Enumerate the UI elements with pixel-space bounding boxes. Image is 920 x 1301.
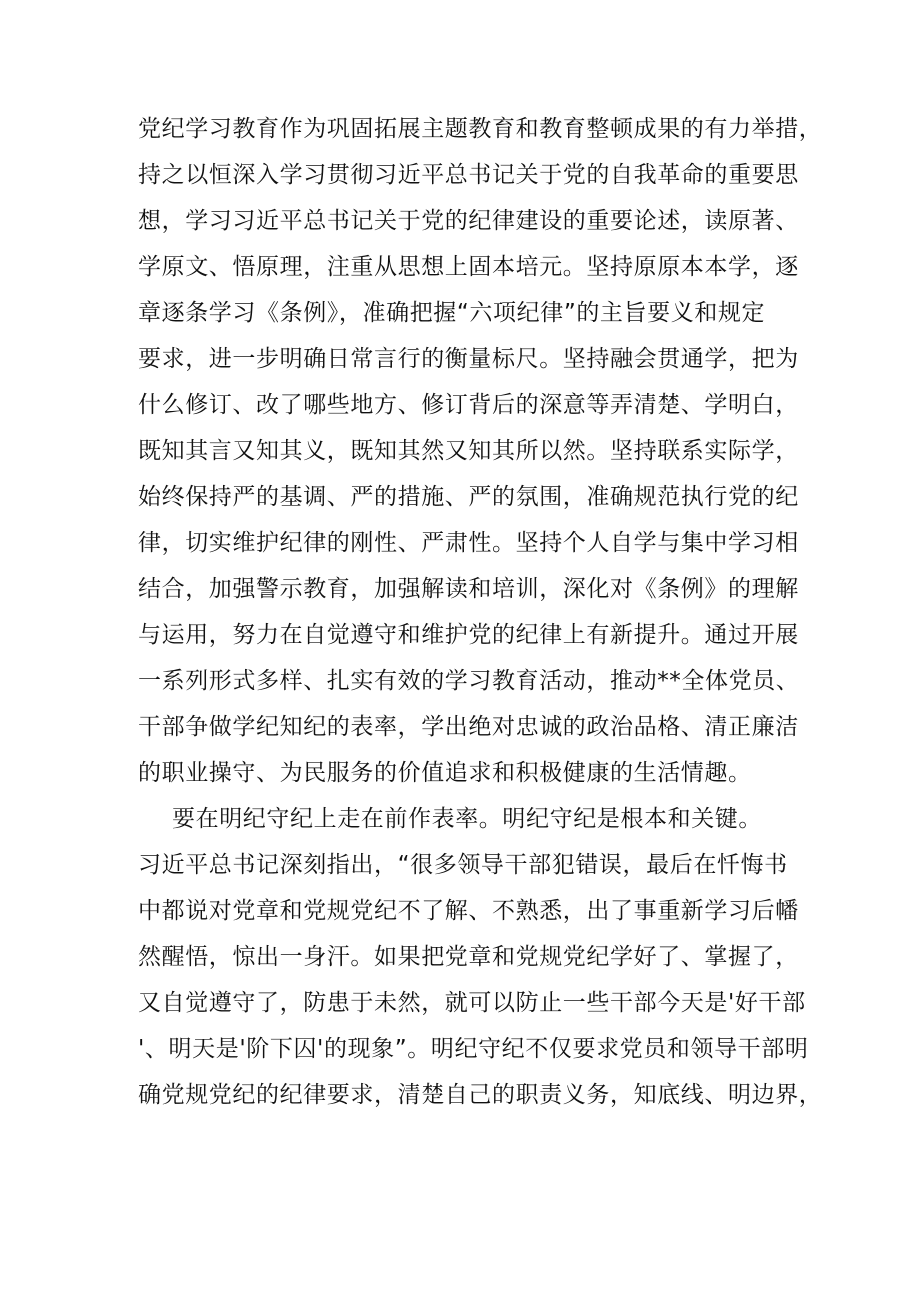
text-line: 要求，进一步明确日常言行的衡量标尺。坚持融会贯通学，把为 xyxy=(138,346,799,372)
text-line: 又自觉遵守了，防患于未然，就可以防止一些干部今天是'好干部 xyxy=(138,990,806,1016)
text-line: 干部争做学纪知纪的表率，学出绝对忠诚的政治品格、清正廉洁 xyxy=(138,714,799,740)
text-line: 的职业操守、为民服务的价值追求和积极健康的生活情趣。 xyxy=(138,760,752,786)
text-line: 中都说对党章和党规党纪不了解、不熟悉，出了事重新学习后幡 xyxy=(138,898,799,924)
text-line: '、明天是'阶下囚'的现象”。明纪守纪不仅要求党员和领导干部明 xyxy=(138,1036,809,1062)
text-line: 始终保持严的基调、严的措施、严的氛围，准确规范执行党的纪 xyxy=(138,484,799,510)
text-line: 习近平总书记深刻指出，“很多领导干部犯错误，最后在忏悔书 xyxy=(138,852,788,878)
text-line: 确党规党纪的纪律要求，清楚自己的职责义务，知底线、明边界， xyxy=(138,1082,823,1108)
text-line: 学原文、悟原理，注重从思想上固本培元。坚持原原本本学，逐 xyxy=(138,254,799,280)
text-line: 既知其言又知其义，既知其然又知其所以然。坚持联系实际学， xyxy=(138,438,799,464)
text-line: 结合，加强警示教育，加强解读和培训，深化对《条例》的理解 xyxy=(138,576,799,602)
text-line: 然醒悟，惊出一身汗。如果把党章和党规党纪学好了、掌握了， xyxy=(138,944,799,970)
text-line: 党纪学习教育作为巩固拓展主题教育和教育整顿成果的有力举措， xyxy=(138,116,823,142)
paragraph xyxy=(138,106,823,796)
body-text xyxy=(138,106,823,1118)
paragraph xyxy=(138,796,823,1118)
text-line: 律，切实维护纪律的刚性、严肃性。坚持个人自学与集中学习相 xyxy=(138,530,799,556)
text-line: 持之以恒深入学习贯彻习近平总书记关于党的自我革命的重要思 xyxy=(138,162,799,188)
text-line: 与运用，努力在自觉遵守和维护党的纪律上有新提升。通过开展 xyxy=(138,622,799,648)
text-line: 什么修订、改了哪些地方、修订背后的深意等弄清楚、学明白， xyxy=(138,392,799,418)
text-line: 要在明纪守纪上走在前作表率。明纪守纪是根本和关键。 xyxy=(172,806,762,832)
text-line: 章逐条学习《条例》，准确把握“六项纪律”的主旨要义和规定 xyxy=(138,300,766,326)
text-line: 想，学习习近平总书记关于党的纪律建设的重要论述，读原著、 xyxy=(138,208,799,234)
text-line: 一系列形式多样、扎实有效的学习教育活动，推动**全体党员、 xyxy=(138,668,800,694)
